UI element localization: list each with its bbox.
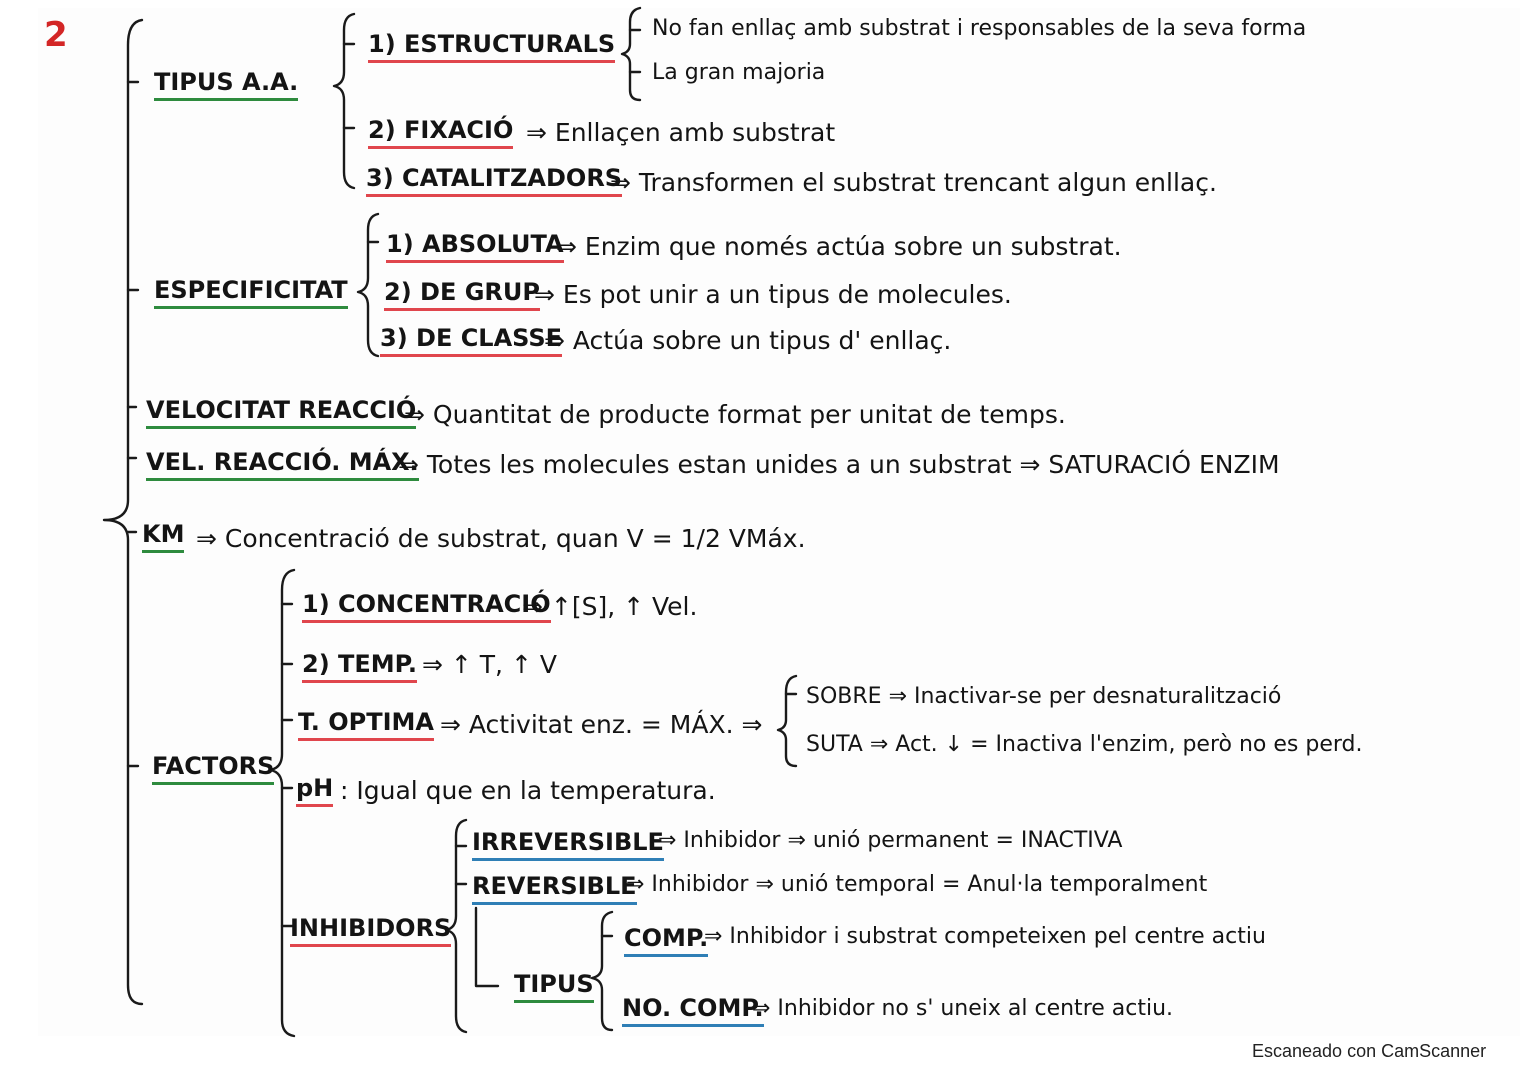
- nocomp-heading: [622, 996, 764, 1027]
- catalitzadors-text: ⇒ Transformen el substrat trencant algun enllaç.: [610, 168, 1217, 197]
- classe-text: ⇒ Actúa sobre un tipus d' enllaç.: [544, 326, 952, 355]
- absoluta-heading: [386, 232, 564, 263]
- concentracio-label: 1) CONCENTRACIÓ: [302, 592, 551, 623]
- velocitat-label: VELOCITAT REACCIÓ: [146, 398, 416, 429]
- comp-text: ⇒ Inhibidor i substrat competeixen pel centre actiu: [704, 924, 1266, 949]
- camscanner-watermark: Escaneado con CamScanner: [1252, 1041, 1487, 1061]
- factors-label: FACTORS: [152, 754, 274, 785]
- reversible-heading: [472, 874, 637, 905]
- nocomp-label: NO. COMP.: [622, 996, 764, 1027]
- toptima-heading: [298, 710, 434, 741]
- toptima-text: ⇒ Activitat enz. = MÁX. ⇒: [440, 710, 763, 739]
- estructurals-heading: [368, 32, 615, 63]
- sobre-row: [806, 686, 1281, 708]
- toptima-label: T. OPTIMA: [298, 710, 434, 741]
- grup-heading: [384, 280, 540, 311]
- tipus-inhib-label: TIPUS: [514, 972, 594, 1003]
- velmax-text: ⇒ Totes les molecules estan unides a un substrat ⇒ SATURACIÓ ENZIM: [398, 450, 1280, 479]
- fixacio-label: 2) FIXACIÓ: [368, 118, 513, 149]
- km-heading: [142, 522, 184, 553]
- especificitat-label: ESPECIFICITAT: [154, 278, 348, 309]
- estructurals-note-1: No fan enllaç amb substrat i responsables de la seva forma: [652, 16, 1307, 41]
- irreversible-label: IRREVERSIBLE: [472, 830, 664, 861]
- absoluta-text: ⇒ Enzim que només actúa sobre un substrat.: [556, 232, 1122, 261]
- reversible-label: REVERSIBLE: [472, 874, 637, 905]
- temp-label: 2) TEMP.: [302, 652, 417, 683]
- grup-text: ⇒ Es pot unir a un tipus de molecules.: [534, 280, 1012, 309]
- fixacio-heading: [368, 118, 513, 149]
- comp-heading: [624, 926, 708, 957]
- tipus-heading: [154, 70, 298, 101]
- ph-text: : Igual que en la temperatura.: [340, 776, 716, 805]
- classe-heading: [380, 326, 562, 357]
- classe-label: 3) DE CLASSE: [380, 326, 562, 357]
- comp-label: COMP.: [624, 926, 708, 957]
- concentracio-heading: [302, 592, 551, 623]
- sobre-label: SOBRE: [806, 684, 882, 709]
- velmax-label: VEL. REACCIÓ. MÁX.: [146, 450, 419, 481]
- catalitzadors-heading: [366, 166, 622, 197]
- sota-label: SUTA: [806, 732, 863, 757]
- temp-heading: [302, 652, 417, 683]
- sota-row: [806, 734, 1363, 756]
- inhibidors-heading: [290, 916, 451, 947]
- irreversible-text: ⇒ Inhibidor ⇒ unió permanent = INACTIVA: [658, 828, 1123, 853]
- km-label: KM: [142, 522, 184, 553]
- concentracio-text: ⇒ ↑[S], ↑ Vel.: [522, 592, 698, 621]
- inhibidors-label: INHIBIDORS: [290, 916, 451, 947]
- grup-label: 2) DE GRUP: [384, 280, 540, 311]
- page-number: 2: [44, 15, 68, 55]
- fixacio-text: ⇒ Enllaçen amb substrat: [526, 118, 836, 147]
- velocitat-heading: [146, 398, 416, 429]
- velocitat-text: ⇒ Quantitat de producte format per unitat de temps.: [404, 400, 1066, 429]
- nocomp-text: ⇒ Inhibidor no s' uneix al centre actiu.: [752, 996, 1174, 1021]
- ph-label: pH: [296, 776, 333, 807]
- velmax-heading: [146, 450, 419, 481]
- sobre-text: ⇒ Inactivar-se per desnaturalització: [888, 684, 1282, 709]
- estructurals-label: 1) ESTRUCTURALS: [368, 32, 615, 63]
- ph-heading: [296, 776, 333, 807]
- irreversible-heading: [472, 830, 664, 861]
- temp-text: ⇒ ↑ T, ↑ V: [422, 650, 557, 679]
- tipus-label: TIPUS A.A.: [154, 70, 298, 101]
- especificitat-heading: [154, 278, 348, 309]
- sota-text: ⇒ Act. ↓ = Inactiva l'enzim, però no es perd.: [869, 732, 1363, 757]
- estructurals-note-2: La gran majoria: [652, 60, 826, 85]
- catalitzadors-label: 3) CATALITZADORS: [366, 166, 622, 197]
- tipus-inhib-heading: [514, 972, 594, 1003]
- km-text: ⇒ Concentració de substrat, quan V = 1/2 VMáx.: [196, 524, 806, 553]
- absoluta-label: 1) ABSOLUTA: [386, 232, 564, 263]
- reversible-text: ⇒ Inhibidor ⇒ unió temporal = Anul·la temporalment: [626, 872, 1208, 897]
- factors-heading: [152, 754, 274, 785]
